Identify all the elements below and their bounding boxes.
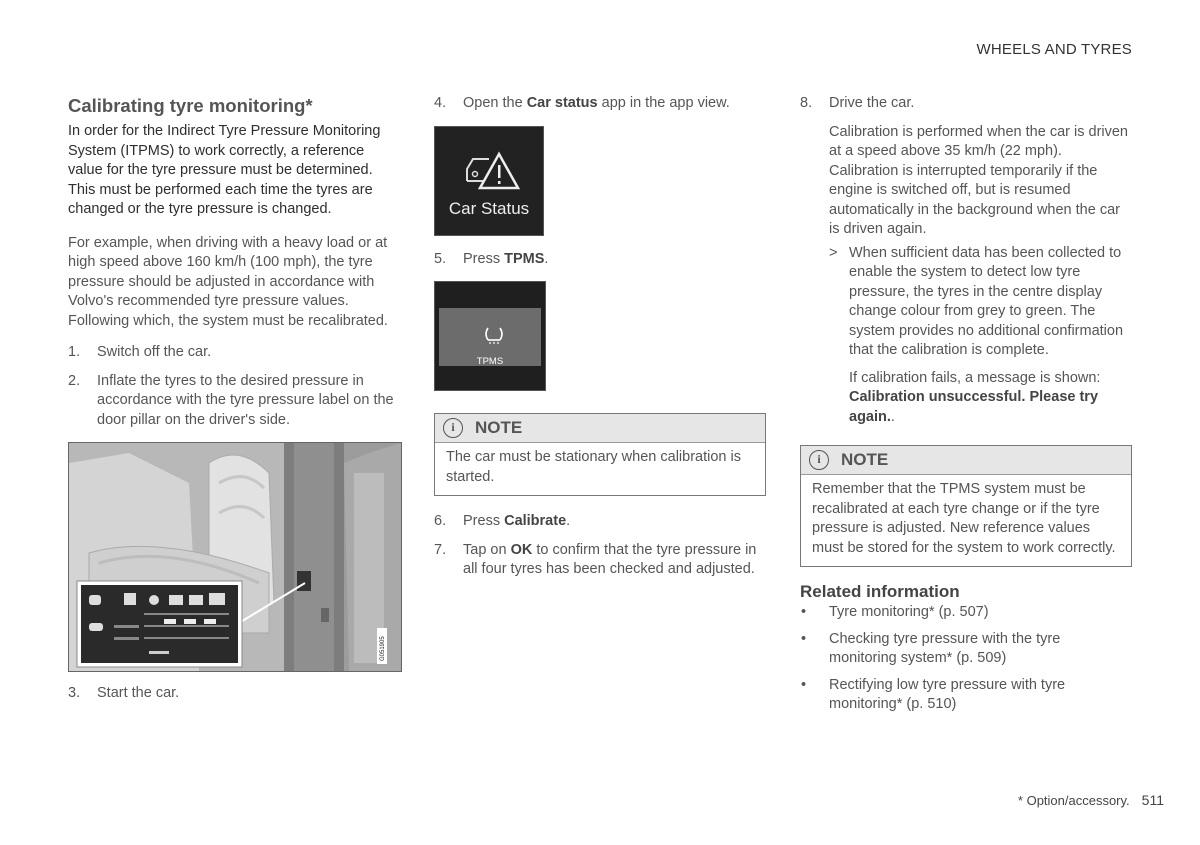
car-status-app-tile: [434, 126, 544, 236]
related-link[interactable]: [800, 676, 1132, 715]
step-text: Switch off the car.: [97, 344, 212, 360]
step-number: 3.: [68, 685, 81, 701]
tpms-button-tile: [434, 281, 546, 391]
step-text-post: to confirm that the tyre pressure in all four tyres has been checked and adjusted.: [463, 541, 757, 577]
result-arrow: >: [829, 244, 838, 261]
column-left: [68, 94, 402, 713]
tpms-label: TPMS: [476, 356, 504, 367]
step-text-pre: Press: [463, 513, 505, 529]
fail-paragraph: [800, 369, 1132, 428]
step-2: [68, 372, 402, 431]
bullet-icon: •: [801, 676, 807, 693]
note-title: NOTE: [841, 450, 889, 470]
calibration-paragraph: Calibration is performed when the car is driven at a speed above 35 km/h (22 mph). Calibration is interrupted temporarily if the engine is switched off, but is resumed automatically in the background when the car is driven again.: [829, 123, 1128, 237]
step-6: [434, 512, 766, 532]
step-text: Drive the car.: [829, 95, 915, 111]
related-link[interactable]: [800, 630, 1132, 669]
step-text-post: .: [566, 513, 571, 529]
note-text: The car must be stationary when calibration is started.: [446, 449, 741, 485]
step-text-post: .: [544, 250, 549, 267]
step-3: [68, 684, 402, 704]
page-title: Calibrating tyre monitoring*: [68, 95, 313, 116]
fail-text-post: .: [890, 408, 895, 425]
step-1: [68, 343, 402, 363]
step-number: 1.: [68, 344, 81, 360]
step-8: [800, 94, 1132, 114]
intro-paragraph: In order for the Indirect Tyre Pressure Monitoring System (ITPMS) to work correctly, a reference value for the tyre pressure must be determined. This must be performed each time the tyres are changed or the tyre pressure is changed.: [68, 123, 381, 217]
fail-message: Calibration unsuccessful. Please try again.: [849, 389, 1099, 425]
car-status-term: Car status: [526, 95, 598, 111]
note-box-recalibrate: [800, 445, 1132, 567]
car-interior-illustration: [69, 443, 401, 671]
note-box-stationary: [434, 413, 766, 496]
step-number: 5.: [434, 250, 447, 267]
step-number: 7.: [434, 541, 447, 558]
step-7: [434, 541, 766, 580]
door-pillar-label-photo: [68, 442, 402, 672]
step-text-pre: Press: [463, 250, 505, 267]
step-4: [434, 94, 766, 114]
ok-term: OK: [510, 541, 533, 558]
page-number: 511: [1141, 792, 1164, 808]
related-link[interactable]: [800, 603, 1132, 623]
result-item: [800, 244, 1132, 361]
note-text: Remember that the TPMS system must be recalibrated at each tyre change or if the tyre pressure is adjusted. New reference values must be stored for the system to work correctly.: [812, 481, 1116, 556]
result-text: When sufficient data has been collected to enable the system to detect low tyre pressure, the tyres in the centre display change colour from grey to green. The system provides no additional confirmation that the calibration is complete.: [849, 244, 1124, 358]
note-header: [435, 414, 765, 443]
step-text-pre: Open the: [463, 95, 527, 111]
step-number: 6.: [434, 513, 447, 529]
car-status-label: Car Status: [448, 199, 530, 218]
info-icon: i: [443, 418, 463, 438]
fail-text: If calibration fails, a message is shown:: [849, 369, 1101, 386]
step-number: 2.: [68, 372, 81, 389]
related-link-text[interactable]: Tyre monitoring* (p. 507): [829, 604, 989, 620]
section-header: WHEELS AND TYRES: [976, 41, 1132, 58]
step-number: 8.: [800, 95, 813, 111]
tpms-term: TPMS: [504, 250, 545, 267]
tyre-pressure-icon: [483, 326, 505, 344]
note-title: NOTE: [475, 418, 523, 438]
step-5: [434, 250, 766, 270]
related-info-heading: Related information: [800, 582, 960, 601]
bullet-icon: •: [801, 630, 807, 647]
step-text-pre: Tap on: [463, 541, 511, 558]
column-right: [800, 94, 1132, 722]
footnote: * Option/accessory.: [1017, 793, 1130, 808]
step-text: Inflate the tyres to the desired pressure in accordance with the tyre pressure label on the door pillar on the driver's side.: [97, 372, 394, 428]
note-header: [801, 446, 1131, 475]
related-link-text[interactable]: Checking tyre pressure with the tyre monitoring system* (p. 509): [829, 630, 1061, 666]
related-link-text[interactable]: Rectifying low tyre pressure with tyre monitoring* (p. 510): [829, 676, 1066, 712]
info-icon: i: [809, 450, 829, 470]
car-warning-icon: [463, 151, 521, 191]
image-code: G051905: [380, 636, 386, 661]
example-paragraph: For example, when driving with a heavy load or at high speed above 160 km/h (100 mph), the tyre pressure should be adjusted in accordance with Volvo's recommended tyre pressure values. Following which, the system must be recalibrated.: [68, 234, 388, 329]
step-text-post: app in the app view.: [597, 95, 730, 111]
bullet-icon: •: [801, 604, 807, 620]
step-text: Start the car.: [97, 685, 180, 701]
page-footer: [1018, 791, 1164, 811]
column-middle: [434, 94, 766, 589]
step-number: 4.: [434, 95, 447, 111]
calibrate-term: Calibrate: [504, 513, 567, 529]
